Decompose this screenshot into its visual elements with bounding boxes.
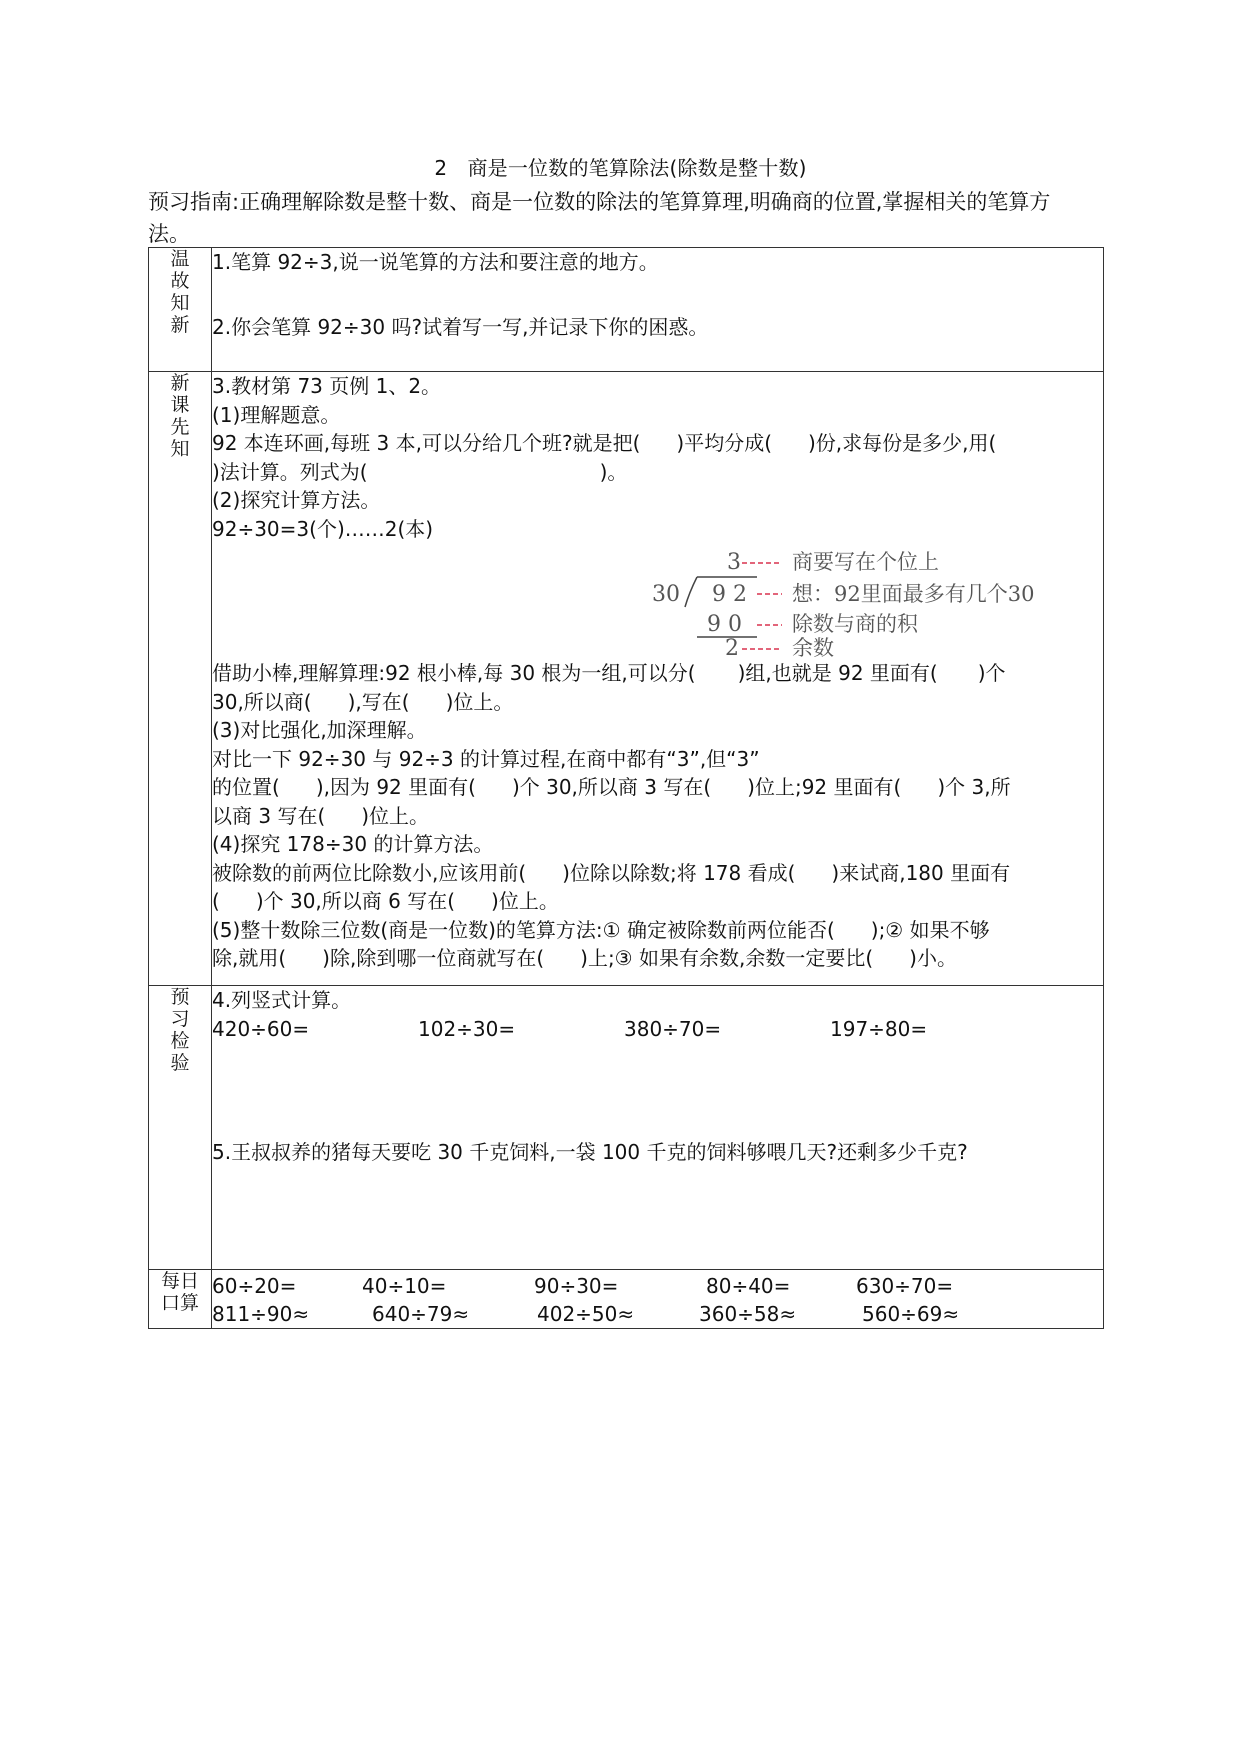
note-1: 商要写在个位上 [792, 550, 939, 574]
daily-row [149, 1270, 1104, 1329]
check-content [212, 986, 1104, 1270]
daily-item: 60÷20= [212, 1274, 297, 1298]
review-row [149, 248, 1104, 372]
text-line: 除,就用( )除,除到哪一位商就写在( )上;③ 如果有余数,余数一定要比( )小。 [212, 946, 957, 970]
note-2: 想：92里面最多有几个30 [792, 582, 1035, 606]
division-bracket [685, 577, 697, 607]
text-line: 30,所以商( ),写在( )位上。 [212, 689, 514, 714]
page-title: 2 商是一位数的笔算除法(除数是整十数) [434, 156, 807, 180]
text-line: (4)探究 178÷30 的计算方法。 [212, 832, 494, 856]
note-4: 余数 [792, 636, 834, 657]
text-line: (2)探究计算方法。 [212, 488, 381, 512]
daily-item: 40÷10= [362, 1274, 447, 1298]
daily-item: 360÷58≈ [699, 1302, 797, 1326]
question-5: 5.王叔叔养的猪每天要吃 30 千克饲料,一袋 100 千克的饲料够喂几天?还剩多少千克? [212, 1140, 968, 1164]
daily-item: 640÷79≈ [372, 1302, 470, 1326]
daily-row-1 [212, 1272, 1103, 1300]
calc-row [212, 1015, 1103, 1044]
daily-item: 90÷30= [534, 1274, 619, 1298]
text-line: 3.教材第 73 页例 1、2。 [212, 374, 442, 398]
daily-label: 每日 口算 [149, 1270, 212, 1329]
diagram-divisor: 30 [652, 582, 680, 607]
question-1: 1.笔算 92÷3,说一说笔算的方法和要注意的地方。 [212, 250, 659, 274]
review-label: 温 故 知 新 [149, 248, 212, 372]
text-line: 借助小棒,理解算理:92 根小棒,每 30 根为一组,可以分( )组,也就是 92 里面有( )个 [212, 661, 1006, 685]
daily-item: 811÷90≈ [212, 1302, 310, 1326]
question-2: 2.你会笔算 92÷30 吗?试着写一写,并记录下你的困惑。 [212, 314, 709, 339]
diagram-remainder: 2 [725, 636, 739, 657]
text-line: (3)对比强化,加深理解。 [212, 718, 427, 742]
daily-item: 80÷40= [706, 1274, 791, 1298]
text-line: 的位置( ),因为 92 里面有( )个 30,所以商 3 写在( )位上;92 里面有( )个 3,所 [212, 775, 1011, 799]
text-line: 以商 3 写在( )位上。 [212, 803, 430, 828]
calc-item: 380÷70= [624, 1016, 722, 1041]
long-division-svg [427, 547, 1127, 657]
diagram-dividend: 9 2 [712, 582, 747, 607]
diagram-quotient: 3 [727, 550, 741, 575]
text-line: (1)理解题意。 [212, 402, 341, 427]
calc-item: 197÷80= [830, 1016, 928, 1041]
text-line: )法计算。列式为( )。 [212, 459, 628, 484]
review-content [212, 248, 1104, 372]
preview-guide: 预习指南:正确理解除数是整十数、商是一位数的除法的笔算算理,明确商的位置,掌握相关的笔算方法。 [148, 190, 1051, 246]
long-division-diagram [212, 547, 1103, 657]
daily-row-2 [212, 1300, 1103, 1328]
diagram-product: 9 0 [707, 612, 742, 637]
text-line: ( )个 30,所以商 6 写在( )位上。 [212, 889, 559, 913]
text-line: 92÷30=3(个)……2(本) [212, 516, 434, 541]
daily-content [212, 1270, 1104, 1329]
note-3: 除数与商的积 [792, 612, 918, 636]
calc-item: 420÷60= [212, 1016, 310, 1041]
check-label: 预 习 检 验 [149, 986, 212, 1270]
daily-item: 560÷69≈ [862, 1302, 960, 1326]
daily-item: 402÷50≈ [537, 1302, 635, 1326]
text-line: 被除数的前两位比除数小,应该用前( )位除以除数;将 178 看成( )来试商,180 里面有 [212, 860, 1011, 885]
calc-item: 102÷30= [418, 1016, 516, 1041]
worksheet-table [148, 247, 1104, 1329]
check-row [149, 986, 1104, 1270]
new-lesson-row [149, 372, 1104, 986]
text-line: (5)整十数除三位数(商是一位数)的笔算方法:① 确定被除数前两位能否( );② 如果不够 [212, 917, 990, 942]
daily-item: 630÷70= [856, 1274, 954, 1298]
new-lesson-content [212, 372, 1104, 986]
question-4: 4.列竖式计算。 [212, 988, 352, 1012]
text-line: 92 本连环画,每班 3 本,可以分给几个班?就是把( )平均分成( )份,求每份是多少,用( [212, 431, 997, 455]
text-line: 对比一下 92÷30 与 92÷3 的计算过程,在商中都有“3”,但“3” [212, 746, 760, 771]
new-lesson-label: 新 课 先 知 [149, 372, 212, 986]
